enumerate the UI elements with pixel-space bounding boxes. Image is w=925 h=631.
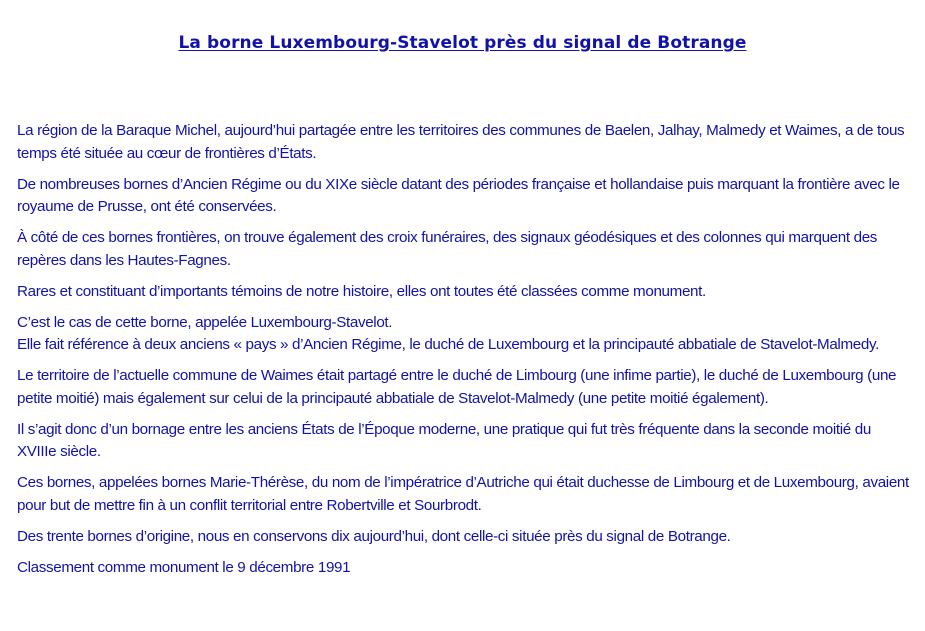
paragraph-bornage: Il s’agit donc d’un bornage entre les anciens États de l’Époque moderne, une pratique qui fut très fréquente dans la seconde moitié du XVIIIe siècle. bbox=[17, 420, 871, 461]
paragraph-reference-pays: Elle fait référence à deux anciens « pays » d’Ancien Régime, le duché de Luxembourg et la principauté abbatiale de Stavelot-Malmedy. bbox=[17, 336, 879, 354]
article-body bbox=[17, 120, 912, 588]
paragraph-borne-luxembourg-stavelot: C’est le cas de cette borne, appelée Luxembourg-Stavelot. bbox=[17, 313, 393, 331]
paragraph-date-classement: Classement comme monument le 9 décembre 1991 bbox=[17, 559, 351, 577]
paragraph-classement-general: Rares et constituant d’importants témoins de notre histoire, elles ont toutes été classées comme monument. bbox=[17, 282, 706, 300]
paragraph-croix-signaux: À côté de ces bornes frontières, on trouve également des croix funéraires, des signaux géodésiques et des colonnes qui marquent des repères dans les Hautes-Fagnes. bbox=[17, 229, 878, 269]
paragraph-trente-bornes: Des trente bornes d’origine, nous en conservons dix aujourd’hui, dont celle-ci située près du signal de Botrange. bbox=[17, 528, 731, 546]
paragraph-bornes-marie-therese: Ces bornes, appelées bornes Marie-Thérèse, du nom de l’impératrice d’Autriche qui était duchesse de Limbourg et de Luxembourg, avaient pour but de mettre fin à un conflit territorial entre Robertville et Sourbrodt. bbox=[17, 474, 909, 515]
paragraph-territoire-waimes: Le territoire de l’actuelle commune de Waimes était partagé entre le duché de Limbourg (une infime partie), le duché de Luxembourg (une petite moitié) mais également sur celui de la principauté abbatiale de Stavelot-Malmedy (une petite moitié également). bbox=[17, 367, 897, 407]
paragraph-region: La région de la Baraque Michel, aujourd’hui partagée entre les territoires des communes de Baelen, Jalhay, Malmedy et Waimes, a de tous temps été située au cœur de frontières d’États. bbox=[17, 122, 905, 162]
paragraph-bornes-ancien-regime: De nombreuses bornes d’Ancien Régime ou du XIXe siècle datant des périodes française et hollandaise puis marquant la frontière avec le royaume de Prusse, ont été conservées. bbox=[17, 175, 900, 216]
page-title: La borne Luxembourg-Stavelot près du signal de Botrange bbox=[178, 33, 747, 53]
